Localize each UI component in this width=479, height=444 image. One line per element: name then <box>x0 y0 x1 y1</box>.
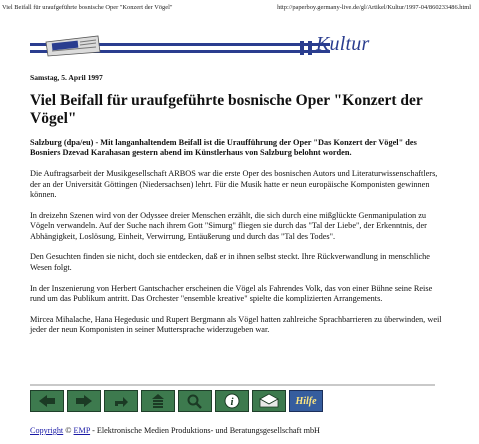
newspaper-logo-icon <box>42 34 104 58</box>
copyright-footer <box>30 426 320 435</box>
help-label: Hilfe <box>295 395 317 407</box>
forward-button[interactable] <box>67 390 101 412</box>
article-body <box>30 138 448 346</box>
arrow-up-icon <box>111 393 131 409</box>
article-paragraph: Den Gesuchten finden sie nicht, doch sie entdecken, daß er in ihnen selbst steckt. Ihre Rückverwandlung in menschliche Wesen folgt. <box>30 252 430 272</box>
arrow-right-icon <box>74 394 94 408</box>
article-paragraph: Mircea Mihalache, Hana Hegedusic und Rupert Bergmann als Vögel hatten zahlreiche Sprachbarrieren zu überwinden, weil jeder der neun Komponisten in seiner Muttersprache widerzugeben war. <box>30 314 442 335</box>
article-paragraph: In der Inszenierung von Herbert Gantschacher erscheinen die Vögel als Fahrendes Volk, das von einer Bühne seine Reise rund um das Publikum antritt. Das Orchester "ensemble kreative" spielte die komplizierten Arrangements. <box>30 283 433 304</box>
stack-up-icon <box>148 393 168 409</box>
article-paragraph: Die Auftragsarbeit der Musikgesellschaft ARBOS war die erste Oper des bosnischen Autors und Literaturwissenschaftlers, der an der Universität Göttingen (Niedersachsen) lehrt. Für die Musik hatte er neun europäische Komponisten gewinnen können. <box>30 169 438 200</box>
index-button[interactable] <box>141 390 175 412</box>
article-paragraph: In dreizehn Szenen wird von der Odyssee dreier Menschen erzählt, die sich durch eine mißglückte Genmanipulation zu Vögeln verwandeln. Auf der Suche nach ihrem Gott "Simurg" fliegen sie durch das "Tal der Liebe", der Erkenntnis, der Abhängigkeit, Loslösung, Einheit, Verwirrung, Entäußerung und durch das "Tal des Todes". <box>30 210 427 241</box>
article-headline: Viel Beifall für uraufgeführte bosnische Oper "Konzert der Vögel" <box>30 92 423 127</box>
banner-accent <box>300 41 304 55</box>
arrow-left-icon <box>37 394 57 408</box>
company-name: - Elektronische Medien Produktions- und Beratungsgesellschaft mbH <box>92 426 320 435</box>
print-header-url: http://paperboy.germany-live.de/gl/Artikel/Kultur/1997-04/860233486.html <box>277 4 471 11</box>
print-header-title: Viel Beifall für uraufgeführte bosnische Oper "Konzert der Vögel" <box>2 4 173 11</box>
print-header <box>2 4 477 16</box>
article-date: Samstag, 5. April 1997 <box>30 73 103 82</box>
search-button[interactable] <box>178 390 212 412</box>
section-title: Kultur <box>316 33 370 55</box>
article-lead: Salzburg (dpa/eu) - Mit langanhaltendem Beifall ist die Uraufführung der Oper "Das Konzert der Vögel" des Bosniers Dzevad Karahasan gestern abend im Künstlerhaus von Salzburg belohnt worden. <box>30 138 417 158</box>
emp-link[interactable]: EMP <box>73 426 91 435</box>
copyright-link[interactable]: Copyright <box>30 426 64 435</box>
help-button[interactable] <box>289 390 323 412</box>
copyright-symbol: © <box>65 426 72 435</box>
info-button[interactable] <box>215 390 249 412</box>
svg-text:i: i <box>230 396 234 408</box>
mail-button[interactable] <box>252 390 286 412</box>
footer-divider <box>30 384 435 386</box>
search-icon <box>185 393 205 409</box>
section-banner <box>30 30 438 64</box>
navigation-bar <box>30 390 323 414</box>
back-button[interactable] <box>30 390 64 412</box>
up-button[interactable] <box>104 390 138 412</box>
mail-icon <box>258 393 280 409</box>
banner-accent <box>308 41 312 55</box>
info-icon <box>222 393 242 409</box>
